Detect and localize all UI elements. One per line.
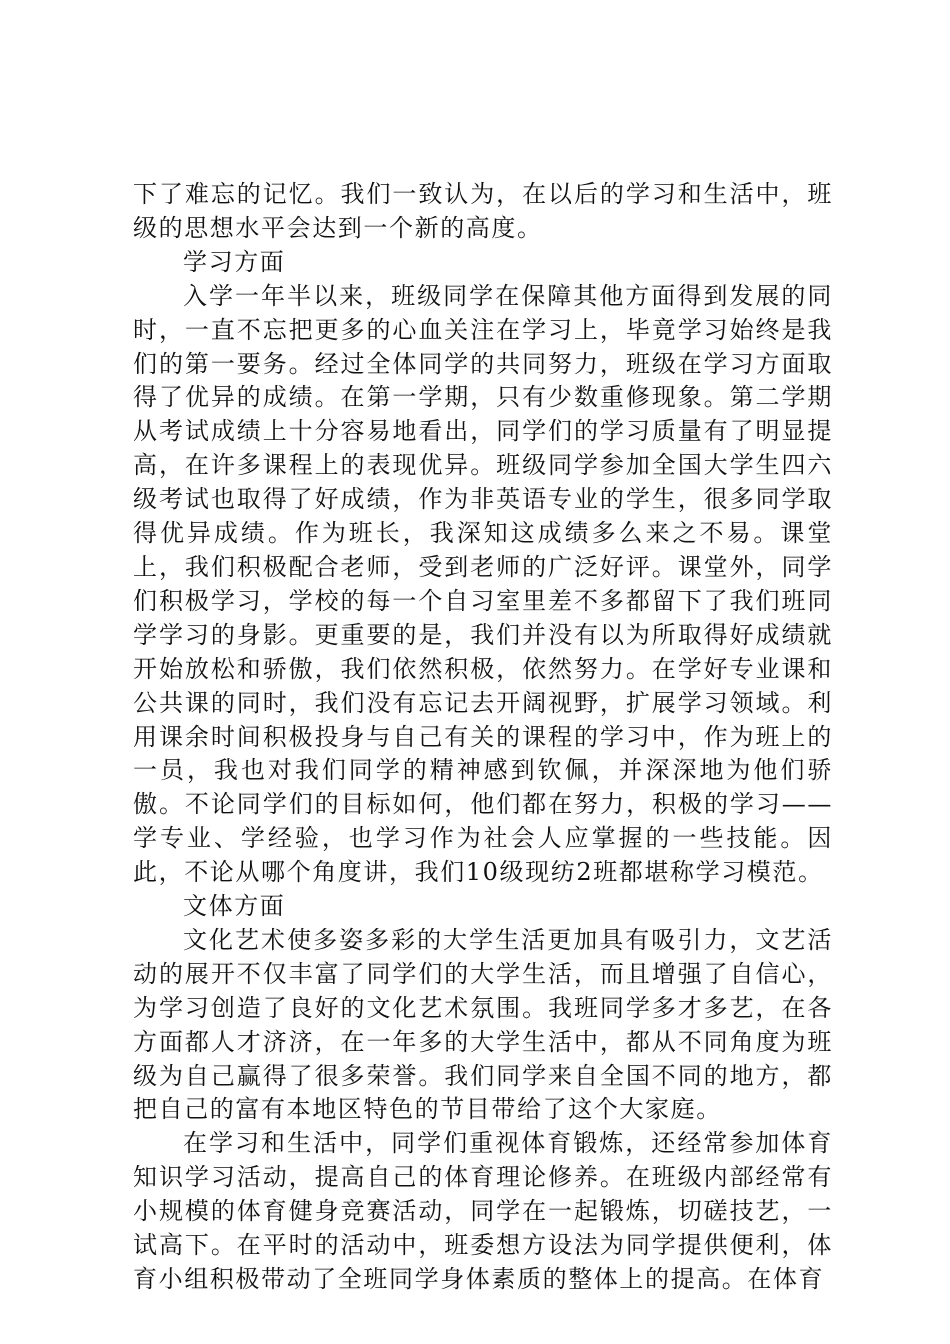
continuation-paragraph: 下了难忘的记忆。我们一致认为，在以后的学习和生活中，班级的思想水平会达到一个新的高度。 xyxy=(133,180,833,242)
study-paragraph: 入学一年半以来，班级同学在保障其他方面得到发展的同时，一直不忘把更多的心血关注在学习上，毕竟学习始终是我们的第一要务。经过全体同学的共同努力，班级在学习方面取得了优异的成绩。在第一学期，只有少数重修现象。第二学期从考试成绩上十分容易地看出，同学们的学习质量有了明显提高，在许多课程上的表现优异。班级同学参加全国大学生四六级考试也取得了好成绩，作为非英语专业的学生，很多同学取得优异成绩。作为班长，我深知这成绩多么来之不易。课堂上，我们积极配合老师，受到老师的广泛好评。课堂外，同学们积极学习，学校的每一个自习室里差不多都留下了我们班同学学习的身影。更重要的是，我们并没有以为所取得好成绩就开始放松和骄傲，我们依然积极，依然努力。在学好专业课和公共课的同时，我们没有忘记去开阔视野，扩展学习领域。利用课余时间积极投身与自己有关的课程的学习中，作为班上的一员，我也对我们同学的精神感到钦佩，并深深地为他们骄傲。不论同学们的目标如何，他们都在努力，积极的学习——学专业、学经验，也学习作为社会人应掌握的一些技能。因此，不论从哪个角度讲，我们10级现纺2班都堪称学习模范。 xyxy=(133,281,833,887)
culture-paragraph: 文化艺术使多姿多彩的大学生活更加具有吸引力，文艺活动的展开不仅丰富了同学们的大学生活，而且增强了自信心，为学习创造了良好的文化艺术氛围。我班同学多才多艺，在各方面都人才济济，在一年多的大学生活中，都从不同角度为班级为自己赢得了很多荣誉。我们同学来自全国不同的地方，都把自己的富有本地区特色的节目带给了这个大家庭。 xyxy=(133,925,833,1124)
section-heading-study: 学习方面 xyxy=(183,247,286,276)
section-heading-culture-sports: 文体方面 xyxy=(183,892,286,921)
sports-paragraph: 在学习和生活中，同学们重视体育锻炼，还经常参加体育知识学习活动，提高自己的体育理论修养。在班级内部经常有小规模的体育健身竞赛活动，同学在一起锻炼，切磋技艺，一试高下。在平时的活动中，班委想方设法为同学提供便利，体育小组积极带动了全班同学身体素质的整体上的提高。在体育 xyxy=(133,1129,833,1293)
document-body xyxy=(133,178,833,1297)
